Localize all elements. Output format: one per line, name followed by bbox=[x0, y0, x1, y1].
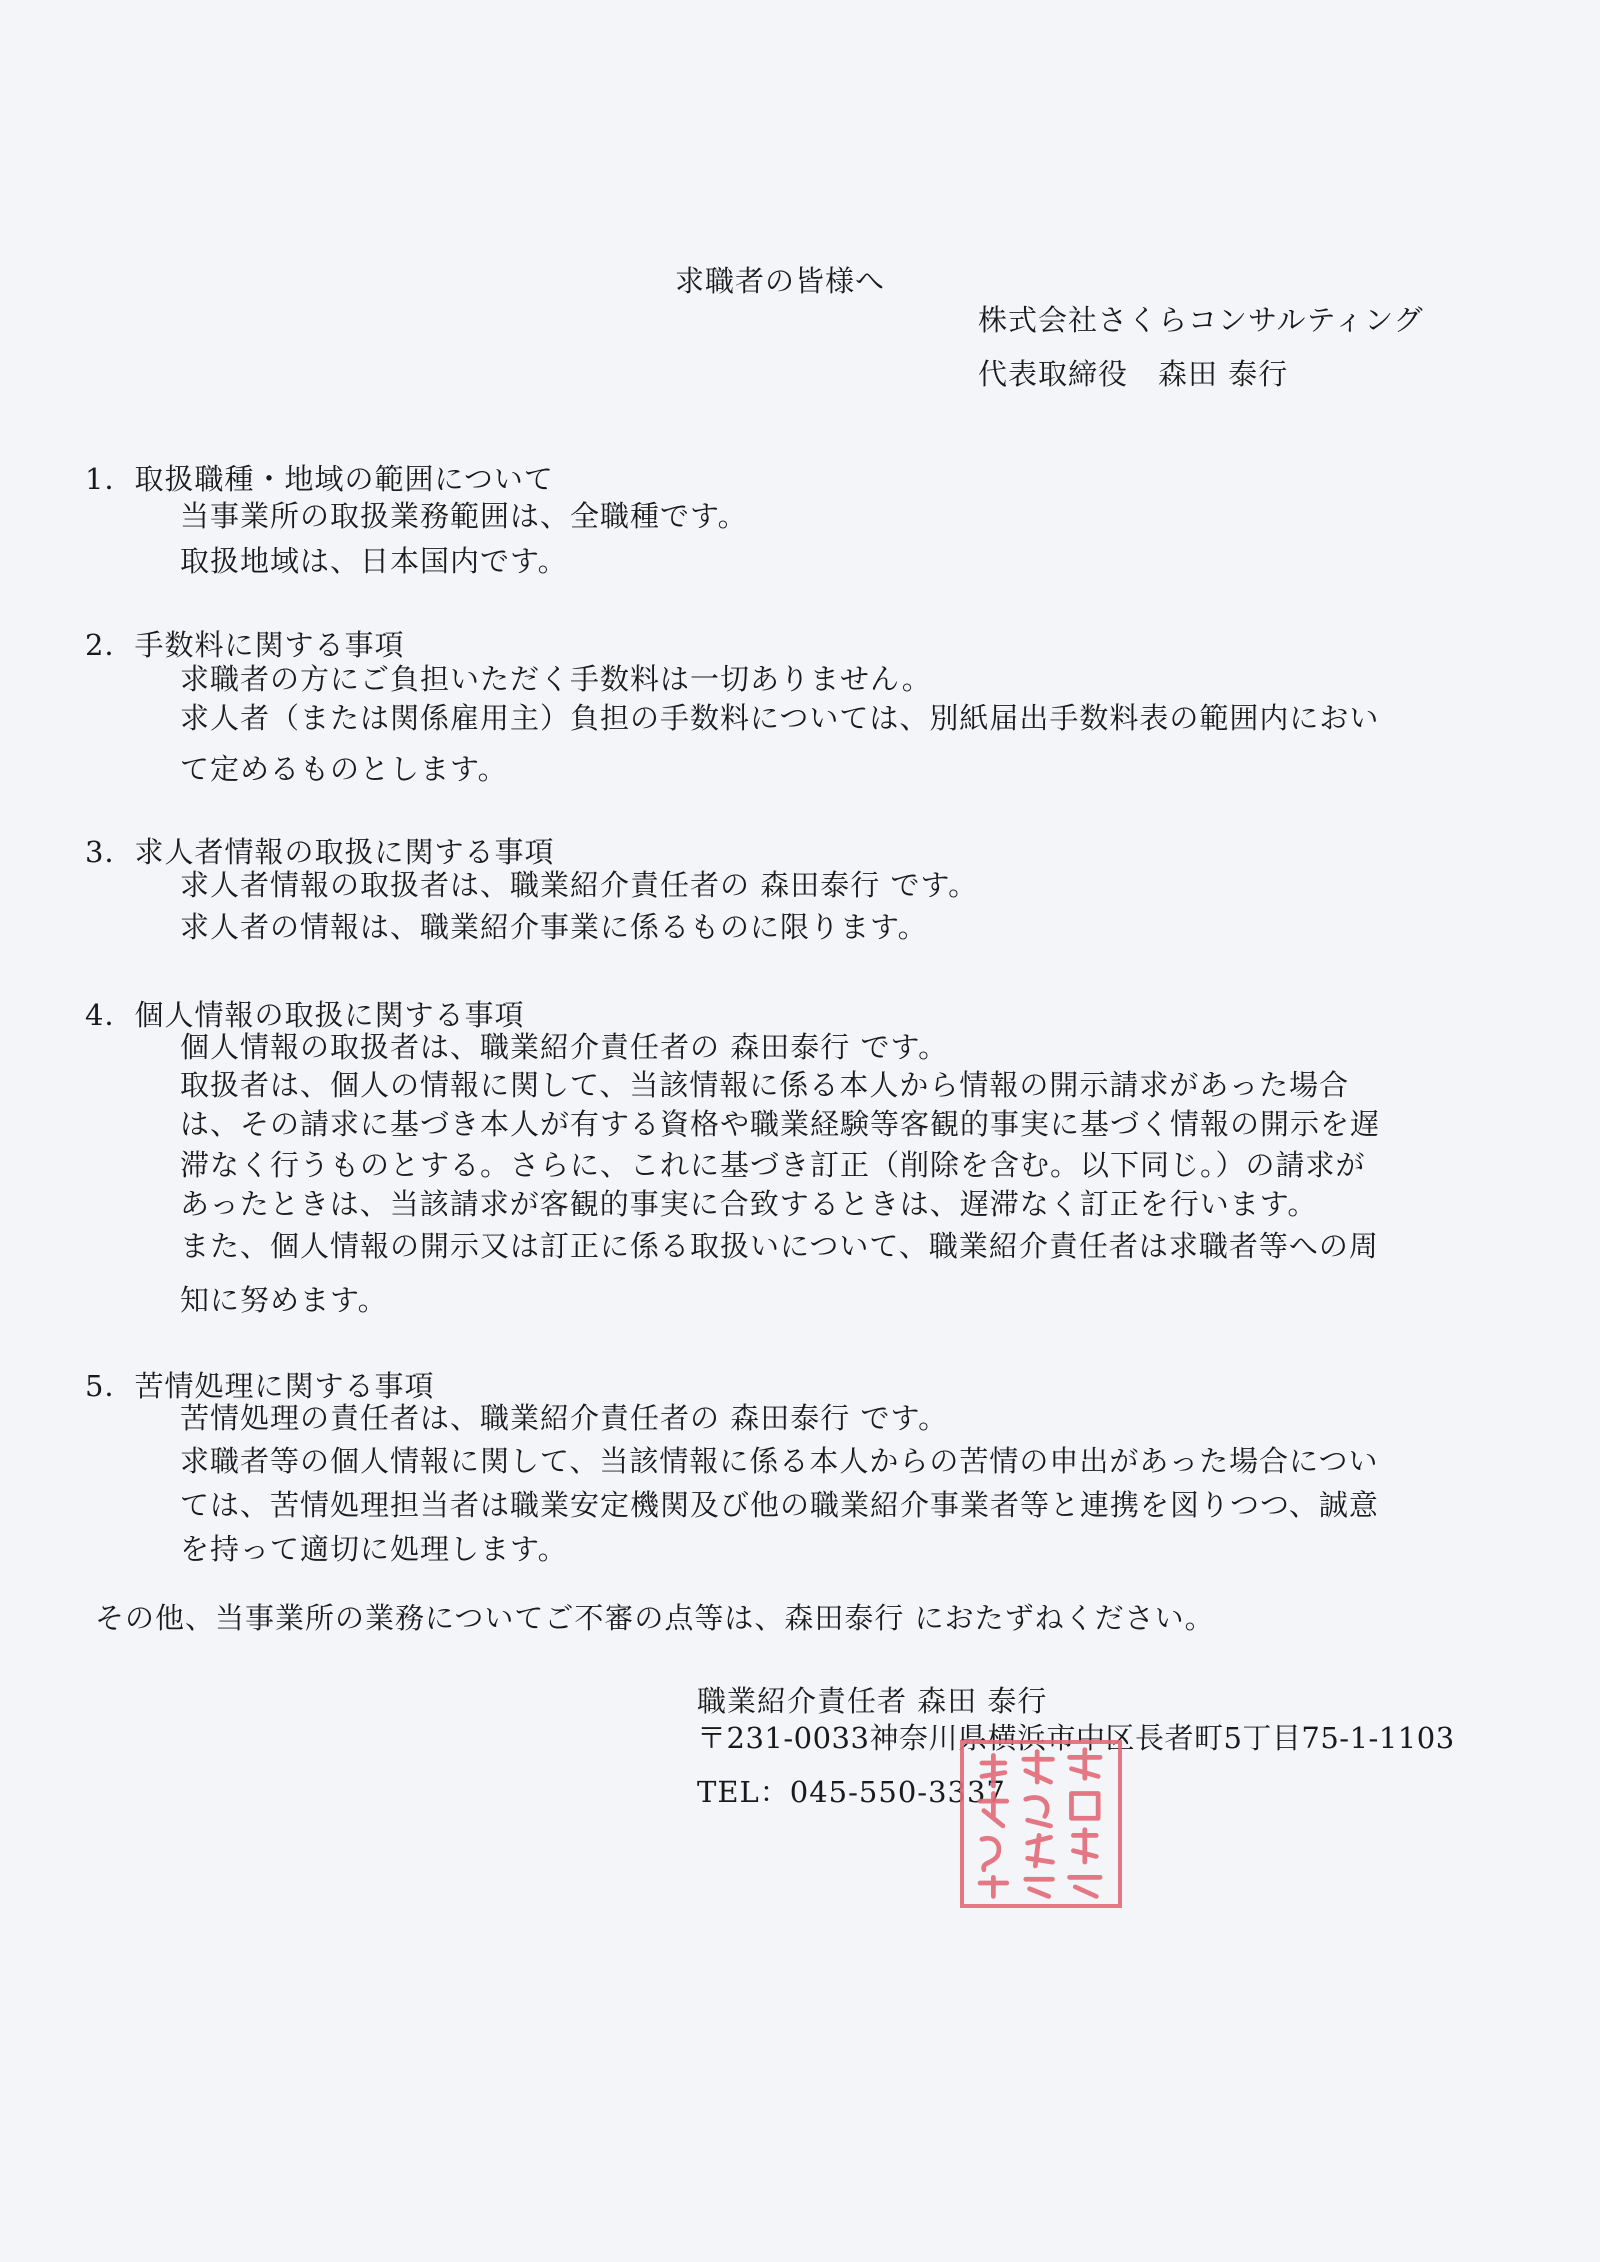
section-2-line-1: 求職者の方にご負担いただく手数料は一切ありません。 bbox=[180, 662, 932, 696]
section-4-heading: 4．個人情報の取扱に関する事項 bbox=[85, 998, 525, 1032]
section-2-line-3: て定めるものとします。 bbox=[180, 752, 508, 786]
section-2-line-2: 求人者（または関係雇用主）負担の手数料については、別紙届出手数料表の範囲内におい bbox=[180, 701, 1380, 735]
contact-manager: 職業紹介責任者 森田 泰行 bbox=[697, 1684, 1048, 1718]
section-2-heading: 2．手数料に関する事項 bbox=[85, 628, 405, 662]
contact-address: 〒231-0033神奈川県横浜市中区長者町5丁目75-1-1103 bbox=[697, 1721, 1455, 1755]
recipient-line: 求職者の皆様へ bbox=[675, 264, 886, 298]
company-seal-graphic bbox=[964, 1744, 1118, 1904]
section-5-line-1: 苦情処理の責任者は、職業紹介責任者の 森田泰行 です。 bbox=[180, 1401, 949, 1435]
representative-name: 代表取締役 森田 泰行 bbox=[978, 357, 1289, 391]
section-3-heading: 3．求人者情報の取扱に関する事項 bbox=[85, 835, 555, 869]
section-4-line-5: あったときは、当該請求が客観的事実に合致するときは、遅滞なく訂正を行います。 bbox=[180, 1187, 1318, 1221]
section-5-line-3: ては、苦情処理担当者は職業安定機関及び他の職業紹介事業者等と連携を図りつつ、誠意 bbox=[180, 1488, 1379, 1522]
section-5-heading: 5．苦情処理に関する事項 bbox=[85, 1369, 435, 1403]
section-1-heading: 1．取扱職種・地域の範囲について bbox=[85, 462, 554, 496]
closing-line: その他、当事業所の業務についてご不審の点等は、森田泰行 におたずねください。 bbox=[95, 1601, 1215, 1635]
section-4-line-2: 取扱者は、個人の情報に関して、当該情報に係る本人から情報の開示請求があった場合 bbox=[180, 1068, 1350, 1102]
section-4-line-3: は、その請求に基づき本人が有する資格や職業経験等客観的事実に基づく情報の開示を遅 bbox=[180, 1107, 1381, 1141]
section-5-line-4: を持って適切に処理します。 bbox=[180, 1532, 568, 1566]
company-seal bbox=[960, 1740, 1122, 1908]
contact-tel: TEL：045-550-3337 bbox=[697, 1775, 1006, 1809]
section-4-line-6: また、個人情報の開示又は訂正に係る取扱いについて、職業紹介責任者は求職者等への周 bbox=[180, 1229, 1379, 1263]
section-1-line-1: 当事業所の取扱業務範囲は、全職種です。 bbox=[180, 499, 748, 533]
section-5-line-2: 求職者等の個人情報に関して、当該情報に係る本人からの苦情の申出があった場合につい bbox=[180, 1444, 1379, 1478]
section-4-line-4: 滞なく行うものとする。さらに、これに基づき訂正（削除を含む。以下同じ。）の請求が bbox=[180, 1148, 1366, 1182]
section-4-line-7: 知に努めます。 bbox=[180, 1283, 388, 1317]
section-3-line-1: 求人者情報の取扱者は、職業紹介責任者の 森田泰行 です。 bbox=[180, 868, 979, 902]
section-4-line-1: 個人情報の取扱者は、職業紹介責任者の 森田泰行 です。 bbox=[180, 1030, 949, 1064]
company-name: 株式会社さくらコンサルティング bbox=[978, 303, 1424, 337]
section-1-line-2: 取扱地域は、日本国内です。 bbox=[180, 544, 568, 578]
section-3-line-2: 求人者の情報は、職業紹介事業に係るものに限ります。 bbox=[180, 910, 928, 944]
